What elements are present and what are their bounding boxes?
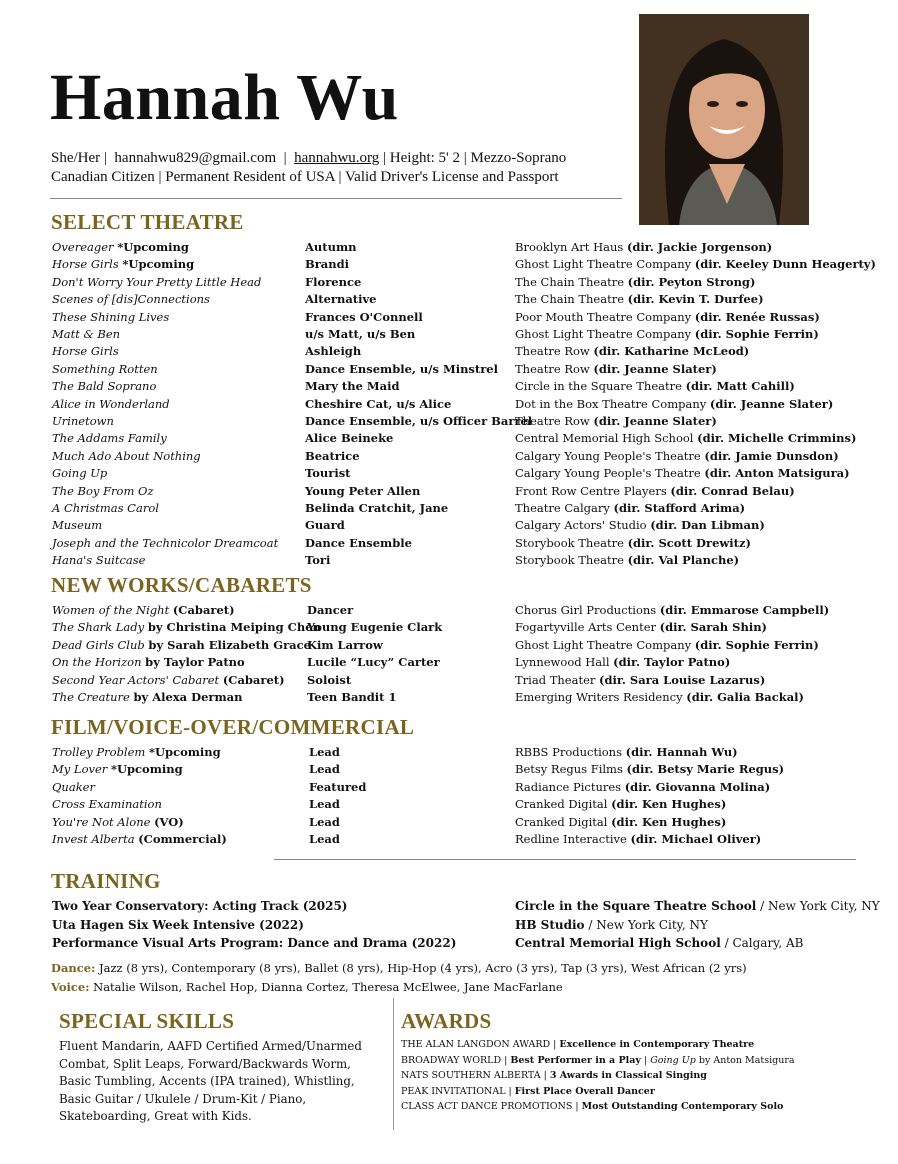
credit-role: Cheshire Cat, u/s Alice — [305, 396, 452, 411]
award-name: 3 Awards in Classical Singing — [549, 1070, 707, 1081]
director: (dir. Sophie Ferrin) — [694, 637, 819, 652]
training-program: Two Year Conservatory: Acting Track (2025) — [52, 899, 348, 913]
venue-name: Circle in the Square Theatre — [515, 379, 682, 394]
director: (dir. Stafford Arima) — [613, 501, 746, 515]
voice-type: Mezzo-Soprano — [470, 150, 567, 166]
director: (dir. Taylor Patno) — [613, 655, 731, 670]
show-tag: *Upcoming — [148, 745, 221, 759]
director: (dir. Sophie Ferrin) — [694, 327, 819, 341]
credit-title — [52, 779, 95, 796]
credit-venue — [515, 465, 850, 482]
venue-name: Ghost Light Theatre Company — [515, 257, 692, 272]
credit-venue — [515, 552, 739, 569]
director: (dir. Hannah Wu) — [625, 745, 738, 759]
credit-title — [52, 619, 321, 636]
credit-role: Ashleigh — [305, 344, 362, 359]
director: (dir. Dan Libman) — [650, 518, 765, 533]
credit-role: u/s Matt, u/s Ben — [305, 327, 416, 341]
credit-title — [52, 239, 189, 256]
school-name: HB Studio — [515, 917, 585, 932]
award-row: CLASS ACT DANCE PROMOTIONS | Most Outstanding Contemporary Solo — [401, 1101, 784, 1112]
venue-name: Brooklyn Art Haus — [515, 240, 624, 254]
credit-title — [52, 552, 145, 569]
credit-venue — [515, 430, 856, 447]
training-school — [515, 918, 708, 932]
show-name: Quaker — [52, 779, 95, 794]
show-name: Something Rotten — [52, 361, 158, 376]
credit-venue — [515, 239, 772, 256]
venue-name: Calgary Actors' Studio — [515, 518, 647, 533]
credit-venue — [515, 361, 717, 378]
director: (dir. Katharine McLeod) — [593, 344, 750, 359]
credit-title — [52, 291, 210, 308]
credit-role: Beatrice — [305, 448, 360, 463]
credit-venue — [515, 378, 795, 395]
show-name: Museum — [52, 518, 103, 533]
credit-venue — [515, 602, 829, 619]
venue-name: Chorus Girl Productions — [515, 603, 657, 617]
award-org: CLASS ACT DANCE PROMOTIONS — [401, 1101, 573, 1112]
show-tag: (VO) — [154, 814, 184, 829]
award-org: PEAK INVITATIONAL — [401, 1085, 506, 1097]
credit-venue — [515, 619, 767, 636]
credit-role: Dance Ensemble — [305, 535, 412, 550]
venue-name: Ghost Light Theatre Company — [515, 637, 692, 652]
training-program: Uta Hagen Six Week Intensive (2022) — [52, 917, 304, 932]
credit-title — [52, 796, 162, 813]
section-title-theatre: SELECT THEATRE — [51, 210, 244, 234]
credit-role: Soloist — [307, 672, 352, 687]
school-location: / Calgary, AB — [720, 936, 804, 950]
credit-venue — [515, 637, 819, 654]
header-divider — [50, 198, 622, 199]
director: (dir. Kevin T. Durfee) — [627, 292, 764, 307]
show-name: Joseph and the Technicolor Dreamcoat — [52, 535, 279, 550]
credit-role: Tori — [305, 553, 331, 568]
show-tag: by Christina Meiping Chen — [147, 620, 321, 635]
venue-name: Storybook Theatre — [515, 535, 624, 550]
school-location: / New York City, NY — [584, 917, 708, 932]
credit-venue — [515, 779, 770, 796]
award-name: Excellence in Contemporary Theatre — [559, 1039, 755, 1050]
show-name: Second Year Actors' Cabaret — [52, 672, 220, 687]
award-org: THE ALAN LANGDON AWARD — [401, 1039, 551, 1050]
voice-text: Natalie Wilson, Rachel Hop, Dianna Cortez, Theresa McElwee, Jane MacFarlane — [93, 980, 563, 994]
show-name: Scenes of [dis]Connections — [52, 292, 210, 307]
director: (dir. Peyton Strong) — [627, 274, 756, 289]
director: (dir. Renée Russas) — [694, 309, 820, 324]
venue-name: The Chain Theatre — [515, 292, 625, 307]
contact-line-2: Canadian Citizen | Permanent Resident of USA | Valid Driver's License and Passport — [51, 169, 559, 185]
credit-venue — [515, 761, 784, 778]
award-extra: by Anton Matsigura — [695, 1054, 795, 1066]
venue-name: Calgary Young People's Theatre — [515, 448, 701, 463]
show-tag: *Upcoming — [117, 240, 189, 254]
credit-role: Dance Ensemble, u/s Officer Barrel — [305, 414, 533, 428]
show-name: Urinetown — [52, 414, 114, 428]
credit-venue — [515, 343, 749, 360]
credit-role: Mary the Maid — [305, 379, 400, 394]
credit-venue — [515, 500, 745, 517]
section-title-film: FILM/VOICE-OVER/COMMERCIAL — [51, 715, 415, 739]
credit-title — [52, 744, 221, 761]
school-name: Circle in the Square Theatre School — [515, 899, 757, 913]
credit-role: Tourist — [305, 466, 351, 481]
section-title-training: TRAINING — [51, 869, 161, 893]
venue-name: Theatre Row — [515, 361, 594, 376]
venue-name: Calgary Young People's Theatre — [515, 466, 701, 481]
credit-role: Belinda Cratchit, Jane — [305, 501, 449, 515]
credit-venue — [515, 814, 726, 831]
venue-name: Cranked Digital — [515, 797, 608, 812]
director: (dir. Jeanne Slater) — [709, 396, 834, 411]
show-name: The Shark Lady — [52, 620, 145, 635]
venue-name: Ghost Light Theatre Company — [515, 327, 692, 341]
director: (dir. Jamie Dunsdon) — [704, 448, 839, 463]
credit-title — [52, 814, 184, 831]
credit-title — [52, 378, 156, 395]
director: (dir. Ken Hughes) — [611, 814, 727, 829]
director: (dir. Matt Cahill) — [685, 379, 795, 394]
credit-venue — [515, 517, 765, 534]
credit-title — [52, 309, 169, 326]
credit-title — [52, 430, 167, 447]
venue-name: Cranked Digital — [515, 814, 608, 829]
contact-line-1: She/Her | hannahwu829@gmail.com | hannahwu.org | Height: 5' 2 | Mezzo-Soprano — [51, 150, 567, 166]
show-name: Much Ado About Nothing — [52, 448, 201, 463]
show-name: Going Up — [52, 466, 108, 481]
director: (dir. Galia Backal) — [686, 690, 804, 704]
award-row: BROADWAY WORLD | Best Performer in a Play | Going Up by Anton Matsigura — [401, 1054, 795, 1066]
credit-venue — [515, 689, 804, 706]
credit-title — [52, 761, 183, 778]
training-school — [515, 936, 803, 950]
show-name: A Christmas Carol — [52, 501, 159, 515]
show-tag: *Upcoming — [122, 257, 195, 272]
award-org: BROADWAY WORLD — [401, 1054, 502, 1066]
show-tag: by Taylor Patno — [145, 655, 245, 670]
dance-text: Jazz (8 yrs), Contemporary (8 yrs), Ballet (8 yrs), Hip-Hop (4 yrs), Acro (3 yrs), Tap (3 yrs), West African (2 yrs) — [99, 961, 747, 975]
venue-name: Redline Interactive — [515, 832, 627, 846]
director: (dir. Michael Oliver) — [630, 832, 762, 846]
award-org: NATS SOUTHERN ALBERTA — [401, 1070, 541, 1081]
credit-title — [52, 343, 119, 360]
credit-role: Frances O'Connell — [305, 309, 423, 324]
training-school — [515, 899, 880, 913]
email-link[interactable]: hannahwu829@gmail.com — [114, 150, 277, 166]
credit-role: Teen Bandit 1 — [307, 690, 397, 704]
show-name: Overeager — [52, 240, 114, 254]
height: Height: 5' 2 — [389, 150, 460, 166]
credit-venue — [515, 672, 765, 689]
director: (dir. Ken Hughes) — [611, 797, 727, 812]
credit-title — [52, 831, 227, 848]
show-tag: *Upcoming — [110, 762, 183, 777]
credit-venue — [515, 413, 717, 430]
credit-role: Alice Beineke — [305, 431, 394, 446]
award-row: PEAK INVITATIONAL | First Place Overall Dancer — [401, 1085, 655, 1097]
venue-name: Central Memorial High School — [515, 431, 694, 446]
section-title-awards: AWARDS — [401, 1009, 492, 1033]
director: (dir. Scott Drewitz) — [627, 535, 751, 550]
show-name: The Creature — [52, 690, 130, 704]
credit-venue — [515, 831, 761, 848]
website-link[interactable]: hannahwu.org — [294, 150, 380, 166]
credit-role: Lead — [309, 814, 340, 829]
venue-name: Radiance Pictures — [515, 779, 622, 794]
credit-venue — [515, 535, 751, 552]
venue-name: Theatre Row — [515, 344, 594, 359]
director: (dir. Giovanna Molina) — [624, 779, 771, 794]
credit-title — [52, 637, 311, 654]
venue-name: Poor Mouth Theatre Company — [515, 309, 692, 324]
credit-venue — [515, 396, 833, 413]
show-name: On the Horizon — [52, 655, 142, 670]
director: (dir. Jeanne Slater) — [593, 361, 717, 376]
credit-role: Autumn — [305, 240, 357, 254]
venue-name: Front Row Centre Players — [515, 483, 667, 498]
credit-title — [52, 274, 261, 291]
dance-line — [51, 961, 747, 975]
show-name: Cross Examination — [52, 797, 162, 812]
venue-name: Lynnewood Hall — [515, 655, 610, 670]
show-name: Alice in Wonderland — [52, 396, 170, 411]
director: (dir. Val Planche) — [627, 553, 740, 568]
venue-name: Dot in the Box Theatre Company — [515, 396, 707, 411]
voice-label: Voice: — [51, 980, 90, 994]
award-row: THE ALAN LANGDON AWARD | Excellence in Contemporary Theatre — [401, 1039, 755, 1050]
credit-title — [52, 361, 158, 378]
director: (dir. Jeanne Slater) — [593, 414, 717, 428]
director: (dir. Betsy Marie Regus) — [626, 762, 785, 777]
credit-role: Dancer — [307, 603, 354, 617]
resume-name: Hannah Wu — [50, 61, 399, 134]
credit-role: Young Peter Allen — [305, 483, 421, 498]
credit-title — [52, 517, 102, 534]
dance-label: Dance: — [51, 961, 96, 975]
award-row: NATS SOUTHERN ALBERTA | 3 Awards in Classical Singing — [401, 1070, 707, 1081]
credit-venue — [515, 309, 820, 326]
credit-title — [52, 326, 120, 343]
credit-venue — [515, 274, 755, 291]
film-divider — [274, 859, 856, 860]
section-title-skills: SPECIAL SKILLS — [59, 1009, 235, 1033]
show-tag: by Alexa Derman — [133, 690, 243, 704]
venue-name: RBBS Productions — [515, 745, 622, 759]
venue-name: Theatre Calgary — [515, 501, 610, 515]
credit-venue — [515, 796, 726, 813]
credit-venue — [515, 654, 730, 671]
director: (dir. Michelle Crimmins) — [697, 431, 857, 446]
credit-venue — [515, 256, 876, 273]
school-location: / New York City, NY — [756, 899, 880, 913]
venue-name: Fogartyville Arts Center — [515, 620, 657, 635]
credit-title — [52, 465, 107, 482]
director: (dir. Keeley Dunn Heagerty) — [694, 257, 876, 272]
award-name: Best Performer in a Play — [510, 1054, 641, 1066]
credit-title — [52, 672, 285, 689]
training-program: Performance Visual Arts Program: Dance and Drama (2022) — [52, 936, 457, 950]
credit-title — [52, 500, 159, 517]
award-name: First Place Overall Dancer — [514, 1085, 655, 1097]
director: (dir. Sarah Shin) — [659, 620, 768, 635]
credit-role: Lucile “Lucy” Carter — [307, 655, 440, 670]
credit-title — [52, 689, 242, 706]
venue-name: Theatre Row — [515, 414, 594, 428]
section-title-newworks: NEW WORKS/CABARETS — [51, 573, 312, 597]
column-divider — [393, 998, 394, 1130]
credit-role: Lead — [309, 832, 340, 846]
awards-list — [401, 1037, 795, 1115]
venue-name: Betsy Regus Films — [515, 762, 623, 777]
credit-title — [52, 413, 114, 430]
credit-title — [52, 396, 170, 413]
skills-text: Fluent Mandarin, AAFD Certified Armed/Unarmed Combat, Split Leaps, Forward/Backwards Worm, Basic Tumbling, Accents (IPA trained), Whistling, Basic Guitar / Ukulele / Drum-Kit / Piano, Skateboarding, Great with Kids. — [59, 1039, 362, 1123]
credit-role: Brandi — [305, 257, 350, 272]
show-name: The Addams Family — [52, 431, 167, 446]
credit-role: Dance Ensemble, u/s Minstrel — [305, 361, 498, 376]
show-name: Horse Girls — [52, 344, 119, 359]
award-name: Most Outstanding Contemporary Solo — [581, 1101, 784, 1112]
show-tag: by Sarah Elizabeth Grace — [148, 637, 311, 652]
show-tag: (Cabaret) — [172, 603, 235, 617]
credit-role: Lead — [309, 797, 340, 812]
venue-name: The Chain Theatre — [515, 274, 625, 289]
director: (dir. Anton Matsigura) — [704, 466, 850, 481]
show-name: These Shining Lives — [52, 309, 170, 324]
show-name: Women of the Night — [52, 603, 170, 617]
headshot-image — [639, 14, 809, 225]
credit-venue — [515, 744, 738, 761]
director: (dir. Jackie Jorgenson) — [626, 240, 773, 254]
show-name: Invest Alberta — [52, 832, 135, 846]
headshot-photo — [639, 14, 809, 225]
credit-title — [52, 654, 245, 671]
credit-title — [52, 256, 194, 273]
award-show: Going Up — [650, 1054, 696, 1066]
credit-venue — [515, 483, 795, 500]
credit-title — [52, 483, 154, 500]
venue-name: Storybook Theatre — [515, 553, 624, 568]
show-name: Matt & Ben — [52, 327, 121, 341]
credit-role: Guard — [305, 518, 345, 533]
venue-name: Emerging Writers Residency — [515, 690, 683, 704]
show-name: The Boy From Oz — [52, 483, 154, 498]
credit-role: Kim Larrow — [307, 637, 383, 652]
venue-name: Triad Theater — [515, 672, 596, 687]
credit-title — [52, 602, 235, 619]
director: (dir. Sara Louise Lazarus) — [599, 672, 766, 687]
voice-line — [51, 980, 563, 994]
credit-venue — [515, 291, 764, 308]
credit-title — [52, 535, 278, 552]
show-name: Trolley Problem — [52, 745, 146, 759]
credit-role: Lead — [309, 762, 340, 777]
credit-venue — [515, 448, 839, 465]
credit-role: Young Eugenie Clark — [307, 620, 443, 635]
show-name: You're Not Alone — [52, 814, 151, 829]
credit-role: Featured — [309, 779, 367, 794]
credit-role: Alternative — [305, 292, 377, 307]
credit-role: Lead — [309, 745, 340, 759]
show-name: The Bald Soprano — [52, 379, 157, 394]
credit-role: Florence — [305, 274, 362, 289]
show-name: My Lover — [52, 762, 108, 777]
director: (dir. Conrad Belau) — [670, 483, 795, 498]
show-name: Hana's Suitcase — [52, 553, 146, 568]
show-tag: (Cabaret) — [222, 672, 285, 687]
director: (dir. Emmarose Campbell) — [659, 603, 830, 617]
show-tag: (Commercial) — [138, 832, 227, 846]
credit-venue — [515, 326, 819, 343]
show-name: Horse Girls — [52, 257, 119, 272]
school-name: Central Memorial High School — [515, 936, 721, 950]
credit-title — [52, 448, 201, 465]
show-name: Don't Worry Your Pretty Little Head — [52, 274, 262, 289]
show-name: Dead Girls Club — [52, 637, 145, 652]
pronouns: She/Her — [51, 150, 101, 166]
